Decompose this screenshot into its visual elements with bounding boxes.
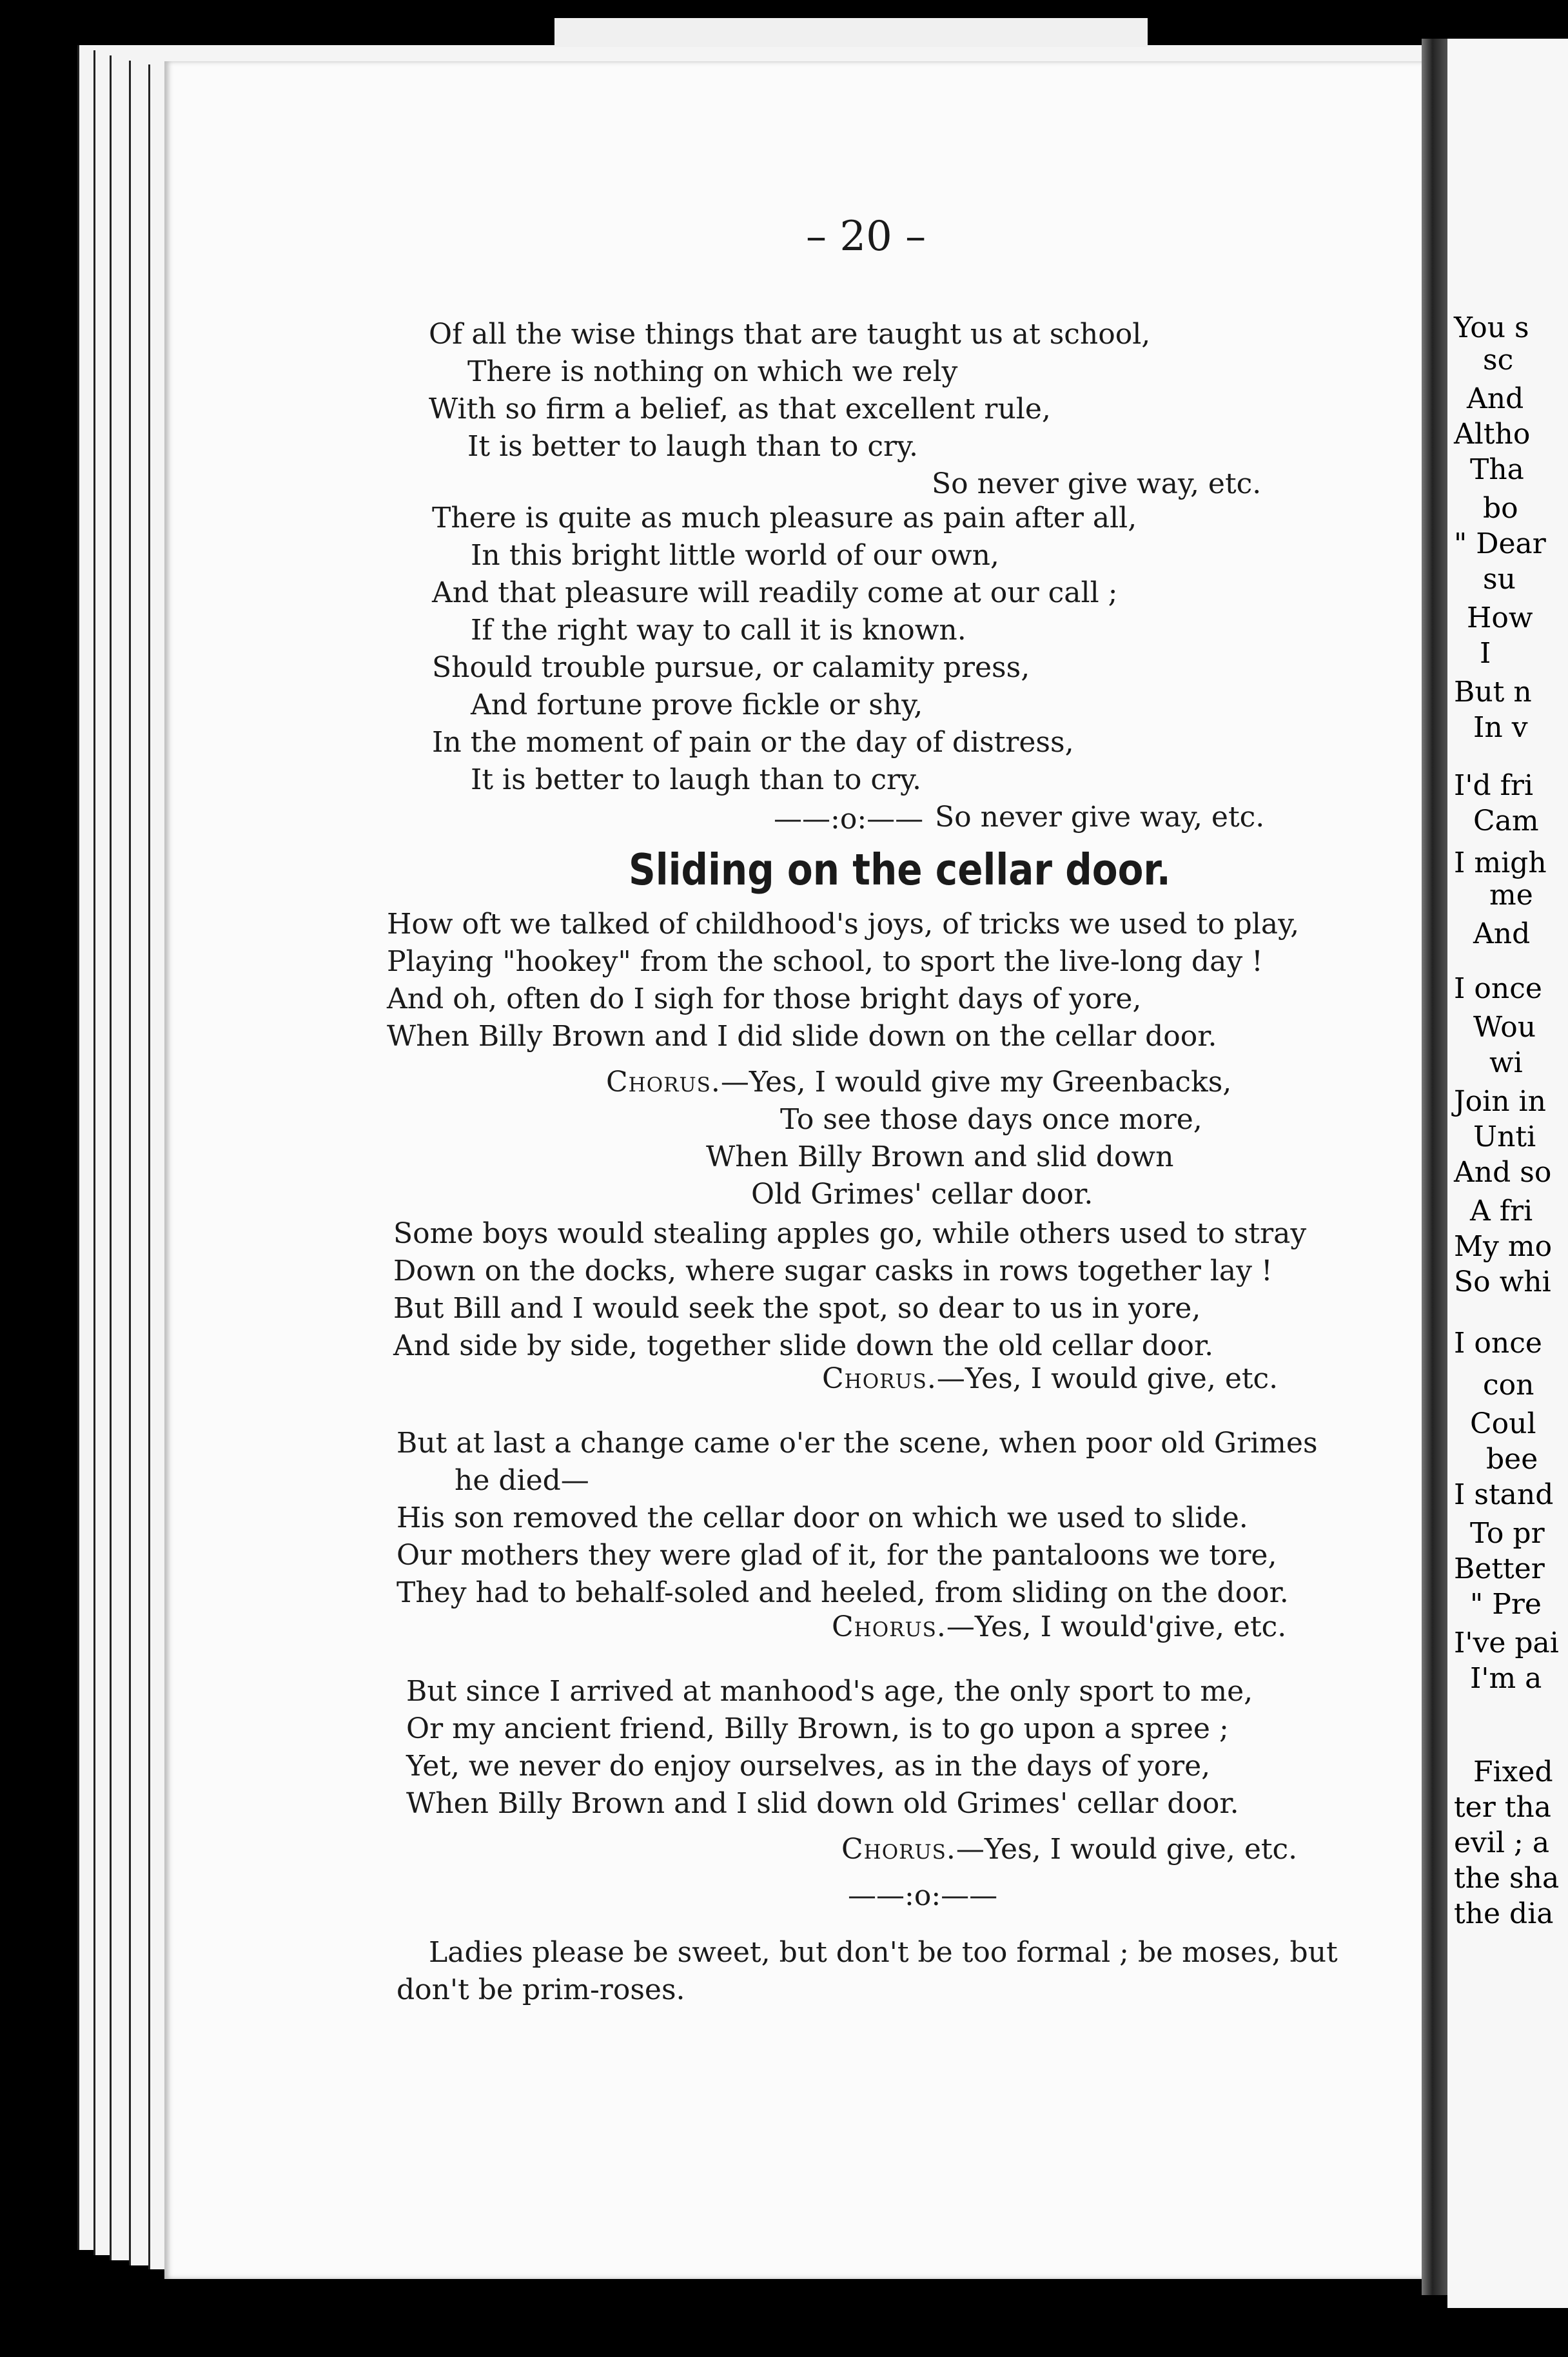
facing-page-line: Altho xyxy=(1454,418,1531,451)
verse-block-2 xyxy=(432,500,1264,836)
facing-page-line: I migh xyxy=(1454,846,1547,879)
facing-page-line: bee xyxy=(1486,1443,1538,1476)
facing-page-line: sc xyxy=(1483,344,1514,377)
facing-page-line: the dia xyxy=(1454,1897,1554,1930)
verse-line: But since I arrived at manhood's age, the only sport to me, xyxy=(406,1675,1253,1708)
book-page xyxy=(164,61,1428,2279)
facing-page-line: " Dear xyxy=(1454,527,1546,560)
chorus-label: Chorus. xyxy=(822,1362,937,1395)
facing-page-line: Unti xyxy=(1473,1120,1536,1153)
verse-line: Down on the docks, where sugar casks in rows together lay ! xyxy=(393,1255,1273,1287)
chorus-4: Chorus.—Yes, I would give, etc. xyxy=(841,1833,1298,1866)
verse-line: Yet, we never do enjoy ourselves, as in the days of yore, xyxy=(406,1750,1211,1783)
chorus-label: Chorus. xyxy=(841,1833,956,1866)
epigram-line: don't be prim-roses. xyxy=(397,1973,685,2006)
facing-page-line: I xyxy=(1480,637,1491,670)
verse-line: Our mothers they were glad of it, for the pantaloons we tore, xyxy=(397,1539,1277,1572)
verse-line: When Billy Brown and I slid down old Grimes' cellar door. xyxy=(406,1787,1239,1820)
facing-page-line: I'd fri xyxy=(1454,769,1534,802)
facing-page-line: bo xyxy=(1483,492,1518,525)
section-divider: ——:o:—— xyxy=(848,1879,998,1912)
verse-line: Of all the wise things that are taught us at school, xyxy=(429,318,1151,351)
facing-page-line: Wou xyxy=(1473,1011,1536,1044)
facing-page-line: I once xyxy=(1454,972,1542,1005)
facing-page-line: wi xyxy=(1489,1046,1523,1079)
epigram-line: Ladies please be sweet, but don't be too formal ; be moses, but xyxy=(429,1936,1338,1969)
verse-line: It is better to laugh than to cry. xyxy=(467,430,919,463)
facing-page-line: Cam xyxy=(1473,805,1539,837)
facing-page-line: You s xyxy=(1454,311,1529,344)
top-paper-strip xyxy=(554,18,1148,47)
verse-line: Some boys would stealing apples go, while others used to stray xyxy=(393,1217,1307,1250)
facing-page-line: My mo xyxy=(1454,1230,1553,1263)
facing-page-line: the sha xyxy=(1454,1862,1560,1895)
facing-page-line: I've pai xyxy=(1454,1627,1559,1659)
facing-page-line: Tha xyxy=(1470,453,1524,486)
facing-page-line: And so xyxy=(1454,1156,1552,1189)
facing-page-line: A fri xyxy=(1470,1195,1533,1227)
facing-page-line: How xyxy=(1467,601,1533,634)
verse-line: And oh, often do I sigh for those bright days of yore, xyxy=(387,983,1142,1015)
verse-line: With so firm a belief, as that excellent rule, xyxy=(429,393,1051,425)
facing-page-line: I'm a xyxy=(1470,1662,1542,1695)
verse-line: It is better to laugh than to cry. xyxy=(471,763,922,796)
stanza-2 xyxy=(393,1215,1306,1365)
refrain-line: So never give way, etc. xyxy=(932,467,1262,500)
facing-page-line: I stand xyxy=(1454,1478,1554,1511)
chorus-3: Chorus.—Yes, I would'give, etc. xyxy=(832,1610,1287,1643)
facing-page-line: ter tha xyxy=(1454,1791,1551,1824)
stanza-4 xyxy=(406,1673,1253,1823)
facing-page-line: To pr xyxy=(1470,1517,1545,1550)
epigram xyxy=(397,1934,1338,2009)
verse-line: When Billy Brown and I did slide down on the cellar door. xyxy=(387,1020,1217,1053)
facing-page-line: Join in xyxy=(1454,1085,1546,1118)
book-gutter xyxy=(1422,39,1449,2295)
verse-line: They had to behalf-soled and heeled, from sliding on the door. xyxy=(397,1576,1289,1609)
stanza-3 xyxy=(397,1425,1318,1612)
facing-page-line: In v xyxy=(1473,711,1528,744)
facing-page-fragment xyxy=(1447,39,1568,2308)
verse-line: And fortune prove fickle or shy, xyxy=(471,689,923,721)
verse-line: But Bill and I would seek the spot, so dear to us in yore, xyxy=(393,1292,1201,1325)
verse-line: His son removed the cellar door on which we used to slide. xyxy=(397,1501,1248,1534)
facing-page-line: su xyxy=(1483,563,1516,596)
verse-line: And that pleasure will readily come at our call ; xyxy=(432,576,1118,609)
section-divider: ——:o:—— xyxy=(774,803,924,836)
verse-line: he died— xyxy=(455,1464,589,1497)
verse-line: How oft we talked of childhood's joys, of tricks we used to play, xyxy=(387,908,1300,941)
chorus-line: Old Grimes' cellar door. xyxy=(751,1178,1093,1211)
stanza-1 xyxy=(387,906,1299,1055)
verse-line: Or my ancient friend, Billy Brown, is to go upon a spree ; xyxy=(406,1712,1229,1745)
chorus-1 xyxy=(387,1064,1231,1213)
facing-page-line: me xyxy=(1489,879,1533,912)
song-title: Sliding on the cellar door. xyxy=(629,844,1171,895)
facing-page-line: So whi xyxy=(1454,1266,1551,1298)
facing-page-line: con xyxy=(1483,1369,1534,1402)
facing-page-line: Coul xyxy=(1470,1407,1536,1440)
facing-page-line: evil ; a xyxy=(1454,1826,1550,1859)
facing-page-line: And xyxy=(1467,382,1524,415)
chorus-line: When Billy Brown and slid down xyxy=(706,1140,1174,1173)
chorus-line: To see those days once more, xyxy=(780,1103,1202,1136)
chorus-label: Chorus. xyxy=(606,1066,721,1099)
facing-page-line: And xyxy=(1473,917,1531,950)
facing-page-line: Better xyxy=(1454,1552,1545,1585)
refrain-line: So never give way, etc. xyxy=(935,801,1265,834)
verse-line: There is quite as much pleasure as pain after all, xyxy=(432,502,1137,534)
facing-page-line: Fixed xyxy=(1473,1756,1553,1788)
verse-line: And side by side, together slide down the old cellar door. xyxy=(393,1329,1214,1362)
chorus-label: Chorus. xyxy=(832,1610,946,1643)
verse-line: But at last a change came o'er the scene, when poor old Grimes xyxy=(397,1427,1318,1460)
verse-block-1 xyxy=(429,316,1261,503)
verse-line: There is nothing on which we rely xyxy=(467,355,958,388)
verse-line: If the right way to call it is known. xyxy=(471,614,966,647)
facing-page-line: " Pre xyxy=(1470,1588,1542,1621)
chorus-2: Chorus.—Yes, I would give, etc. xyxy=(822,1362,1279,1395)
verse-line: In the moment of pain or the day of distress, xyxy=(432,726,1074,759)
page-number: – 20 – xyxy=(806,213,926,260)
verse-line: Should trouble pursue, or calamity press, xyxy=(432,651,1030,684)
chorus-line: Chorus.—Yes, I would give my Greenbacks, xyxy=(606,1066,1232,1099)
facing-page-line: I once xyxy=(1454,1327,1542,1360)
verse-line: Playing "hookey" from the school, to sport the live-long day ! xyxy=(387,945,1263,978)
facing-page-line: But n xyxy=(1454,676,1532,709)
verse-line: In this bright little world of our own, xyxy=(471,539,999,572)
